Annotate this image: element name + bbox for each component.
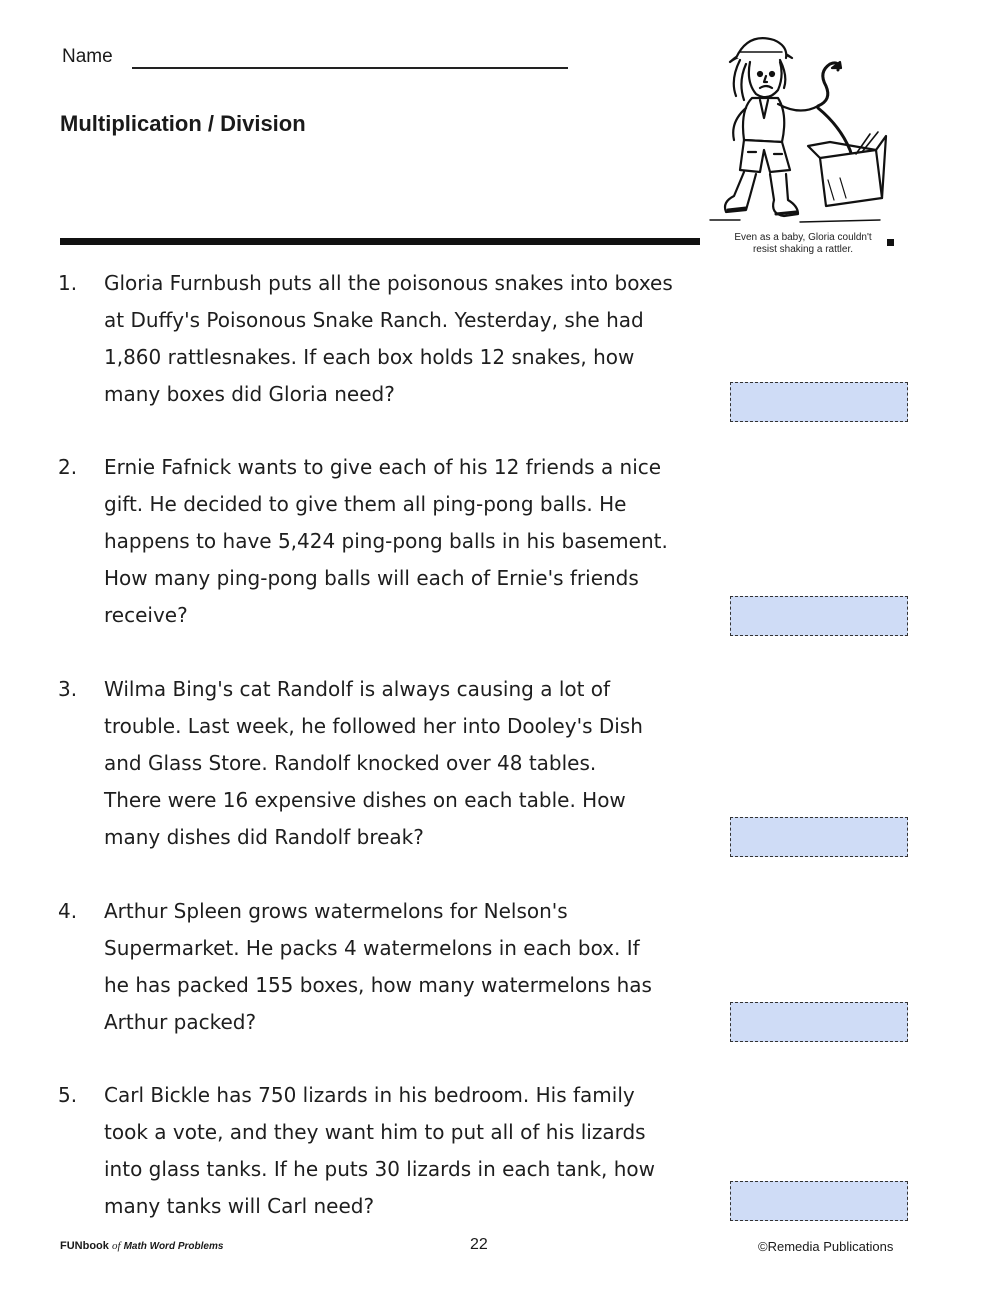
book-title-suffix: Math Word Problems xyxy=(123,1241,224,1252)
problem-line: happens to have 5,424 ping-pong balls in his basement. xyxy=(104,529,668,553)
problem-text xyxy=(104,671,710,856)
problem-line: Gloria Furnbush puts all the poisonous snakes into boxes xyxy=(104,271,673,295)
name-label: Name xyxy=(62,46,113,67)
problem-line: trouble. Last week, he followed her into Dooley's Dish xyxy=(104,714,643,738)
problem-number: 2. xyxy=(58,455,78,479)
problem-line: Supermarket. He packs 4 watermelons in each box. If xyxy=(104,936,640,960)
page-number: 22 xyxy=(470,1236,488,1253)
book-title-prefix: FUNbook xyxy=(60,1240,109,1252)
problem-number: 5. xyxy=(58,1083,78,1107)
caption-marker xyxy=(887,239,894,246)
name-input-line[interactable] xyxy=(132,67,568,69)
problem-line: into glass tanks. If he puts 30 lizards in each tank, how xyxy=(104,1157,656,1181)
problem-text xyxy=(104,893,710,1041)
problem-line: Wilma Bing's cat Randolf is always causing a lot of xyxy=(104,677,611,701)
book-title-of: of xyxy=(111,1240,121,1252)
problem-line: many tanks will Carl need? xyxy=(104,1194,375,1218)
answer-box-5[interactable] xyxy=(730,1181,908,1221)
answer-box-2[interactable] xyxy=(730,596,908,636)
header-divider xyxy=(60,238,700,245)
problem-number: 1. xyxy=(58,271,78,295)
problem-line: Arthur Spleen grows watermelons for Nelson's xyxy=(104,899,568,923)
problem-line: How many ping-pong balls will each of Ernie's friends xyxy=(104,566,639,590)
problem-number: 4. xyxy=(58,899,78,923)
problem-line: many dishes did Randolf break? xyxy=(104,825,424,849)
problem-line: at Duffy's Poisonous Snake Ranch. Yesterday, she had xyxy=(104,308,644,332)
answer-box-1[interactable] xyxy=(730,382,908,422)
publisher: ©Remedia Publications xyxy=(758,1239,894,1254)
answer-box-4[interactable] xyxy=(730,1002,908,1042)
problem-text xyxy=(104,265,710,413)
caption-line-2: resist shaking a rattler. xyxy=(752,244,854,255)
problem-line: receive? xyxy=(104,603,188,627)
problem-line: many boxes did Gloria need? xyxy=(104,382,395,406)
problem-line: Ernie Fafnick wants to give each of his 12 friends a nice xyxy=(104,455,662,479)
problem-number: 3. xyxy=(58,677,78,701)
caption-line-1: Even as a baby, Gloria couldn't xyxy=(734,232,872,243)
problem-text xyxy=(104,449,710,634)
problem-line: took a vote, and they want him to put all of his lizards xyxy=(104,1120,646,1144)
problem-text xyxy=(104,1077,710,1225)
problem-line: Carl Bickle has 750 lizards in his bedroom. His family xyxy=(104,1083,635,1107)
problem-line: Arthur packed? xyxy=(104,1010,257,1034)
worksheet-title: Multiplication / Division xyxy=(60,111,306,136)
book-title xyxy=(60,1240,223,1252)
problem-line: 1,860 rattlesnakes. If each box holds 12 snakes, how xyxy=(104,345,635,369)
illustration-caption xyxy=(703,232,903,256)
answer-box-3[interactable] xyxy=(730,817,908,857)
problem-line: gift. He decided to give them all ping-pong balls. He xyxy=(104,492,627,516)
problem-line: and Glass Store. Randolf knocked over 48 tables. xyxy=(104,751,597,775)
explorer-with-snake-illustration xyxy=(700,30,890,230)
problem-line: There were 16 expensive dishes on each table. How xyxy=(104,788,626,812)
problem-line: he has packed 155 boxes, how many watermelons has xyxy=(104,973,652,997)
